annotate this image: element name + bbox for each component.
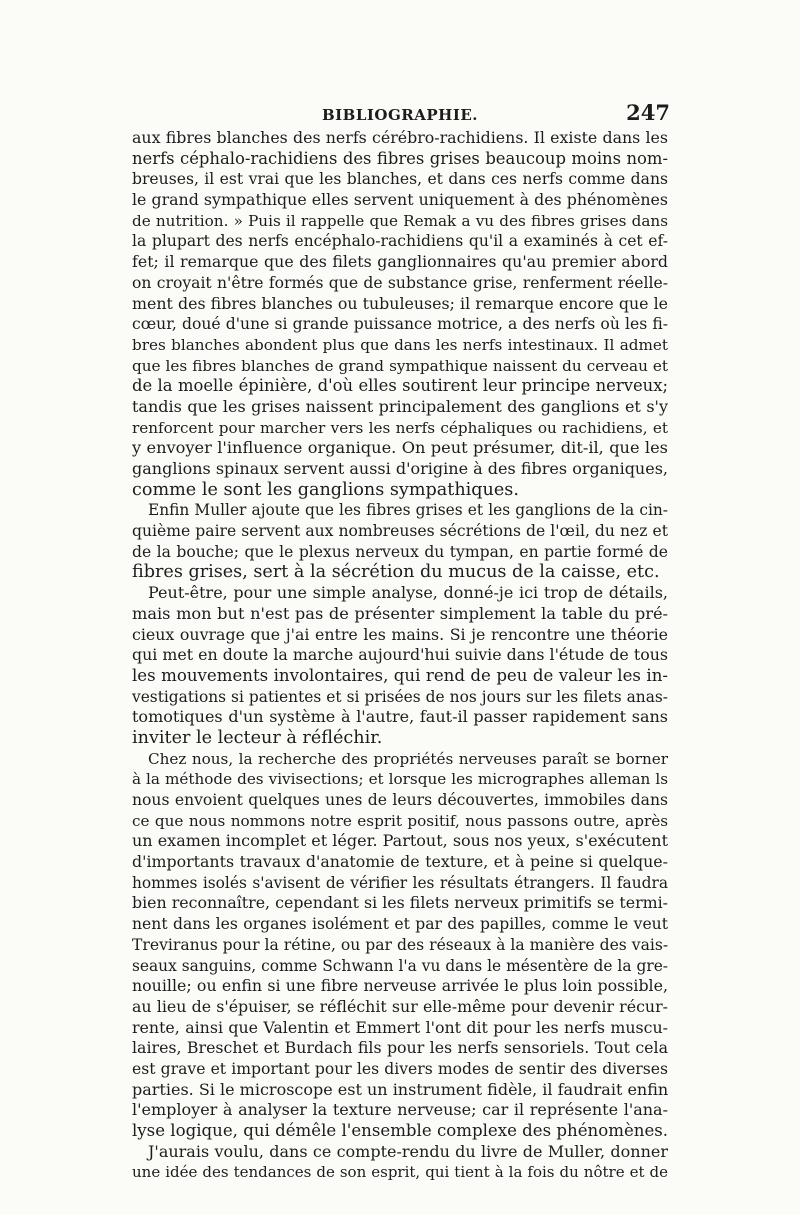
text-line: que les fibres blanches de grand sympathique naissent du cerveau et	[132, 356, 668, 375]
page-number: 247	[626, 100, 670, 125]
text-line: est grave et important pour les divers modes de sentir des diverses	[132, 1059, 668, 1078]
text-line: rente, ainsi que Valentin et Emmert l'ont dit pour les nerfs muscu-	[132, 1017, 668, 1037]
text-line: parties. Si le microscope est un instrument fidèle, il faudrait enfin	[132, 1079, 669, 1099]
text-line: cieux ouvrage que j'ai entre les mains. Si je rencontre une théorie	[132, 624, 668, 644]
paragraph	[132, 749, 668, 1142]
text-line: nent dans les organes isolément et par des papilles, comme le veut	[132, 915, 668, 934]
text-line: Enfin Muller ajoute que les fibres grises et les ganglions de la cin-	[148, 501, 668, 520]
text-line: tandis que les grises naissent principalement des ganglions et s'y	[132, 396, 668, 416]
paragraph	[132, 128, 668, 500]
body-text	[132, 128, 668, 1183]
text-line: nouille; ou enfin si une fibre nerveuse arrivée le plus loin possible,	[132, 976, 668, 996]
running-head	[130, 100, 670, 130]
text-line: nous envoient quelques unes de leurs découvertes, immobiles dans	[132, 791, 668, 809]
text-line: quième paire servent aux nombreuses sécrétions de l'œil, du nez et	[132, 522, 668, 541]
text-line: bien reconnaître, cependant si les filets nerveux primitifs se termi-	[132, 893, 668, 913]
text-line: de la bouche; que le plexus nerveux du tympan, en partie formé de	[132, 542, 668, 561]
paragraph	[132, 583, 668, 749]
text-line: bres blanches abondent plus que dans les nerfs intestinaux. Il admet	[132, 335, 668, 354]
text-line: une idée des tendances de son esprit, qui tient à la fois du nôtre et de	[132, 1163, 668, 1182]
text-line: aux fibres blanches des nerfs cérébro-rachidiens. Il existe dans les	[132, 128, 668, 147]
text-line: J'aurais voulu, dans ce compte-rendu du livre de Muller, donner	[148, 1141, 668, 1161]
text-line: de nutrition. » Puis il rappelle que Remak a vu des fibres grises dans	[132, 211, 668, 230]
text-line: l'employer à analyser la texture nerveuse; car il représente l'ana-	[132, 1100, 668, 1120]
page-heading: BIBLIOGRAPHIE.	[321, 106, 479, 124]
paragraph	[132, 500, 668, 583]
text-line: Treviranus pour la rétine, ou par des réseaux à la manière des vais-	[132, 935, 669, 954]
text-line: Peut-être, pour une simple analyse, donné-je ici trop de détails,	[148, 583, 668, 603]
text-line: ganglions spinaux servent aussi d'origine à des fibres organiques,	[132, 459, 668, 478]
text-line: lyse logique, qui démêle l'ensemble complexe des phénomènes.	[132, 1121, 669, 1140]
text-line: un examen incomplet et léger. Partout, sous nos yeux, s'exécutent	[132, 831, 668, 851]
text-line: le grand sympathique elles servent uniquement à des phénomènes	[132, 190, 668, 210]
text-line: à la méthode des vivisections; et lorsque les micrographes alleman ls	[132, 770, 668, 789]
text-line: vestigations si patientes et si prisées de nos jours sur les filets anas-	[132, 687, 668, 706]
text-line: laires, Breschet et Burdach fils pour les nerfs sensoriels. Tout cela	[132, 1038, 668, 1058]
text-line: ce que nous nommons notre esprit positif, nous passons outre, après	[132, 811, 668, 830]
text-line: y envoyer l'influence organique. On peut présumer, dit-il, que les	[132, 438, 668, 458]
text-line: renforcent pour marcher vers les nerfs céphaliques ou rachidiens, et	[132, 418, 668, 437]
text-line: ment des fibres blanches ou tubuleuses; il remarque encore que le	[132, 293, 668, 313]
text-line: mais mon but n'est pas de présenter simplement la table du pré-	[132, 603, 668, 623]
text-line: seaux sanguins, comme Schwann l'a vu dans le mésentère de la gre-	[132, 956, 668, 975]
text-line: comme le sont les ganglions sympathiques.	[132, 479, 519, 500]
text-line: de la moelle épinière, d'où elles soutirent leur principe nerveux;	[132, 376, 668, 396]
text-line: d'importants travaux d'anatomie de texture, et à peine si quelque-	[132, 852, 668, 872]
text-line: fibres grises, sert à la sécrétion du mucus de la caisse, etc.	[132, 562, 660, 583]
text-line: nerfs céphalo-rachidiens des fibres grises beaucoup moins nom-	[132, 148, 668, 168]
text-line: cœur, doué d'une si grande puissance motrice, a des nerfs où les fi-	[132, 315, 668, 334]
text-line: on croyait n'être formés que de substance grise, renferment réelle-	[132, 273, 668, 292]
text-line: Chez nous, la recherche des propriétés nerveuses paraît se borner	[148, 749, 668, 768]
text-line: fet; il remarque que des filets ganglionnaires qu'au premier abord	[132, 252, 668, 272]
text-line: la plupart des nerfs encéphalo-rachidiens qu'il a examinés à cet ef-	[132, 232, 668, 251]
text-line: qui met en doute la marche aujourd'hui suivie dans l'étude de tous	[132, 645, 668, 665]
text-line: inviter le lecteur à réfléchir.	[132, 727, 383, 748]
text-line: tomotiques d'un système à l'autre, faut-il passer rapidement sans	[132, 707, 668, 727]
paragraph	[132, 1142, 668, 1183]
text-line: les mouvements involontaires, qui rend de peu de valeur les in-	[132, 665, 668, 685]
text-line: au lieu de s'épuiser, se réfléchit sur elle-même pour devenir récur-	[132, 996, 668, 1016]
text-line: breuses, il est vrai que les blanches, et dans ces nerfs comme dans	[132, 170, 668, 189]
text-line: hommes isolés s'avisent de vérifier les résultats étrangers. Il faudra	[132, 873, 668, 892]
